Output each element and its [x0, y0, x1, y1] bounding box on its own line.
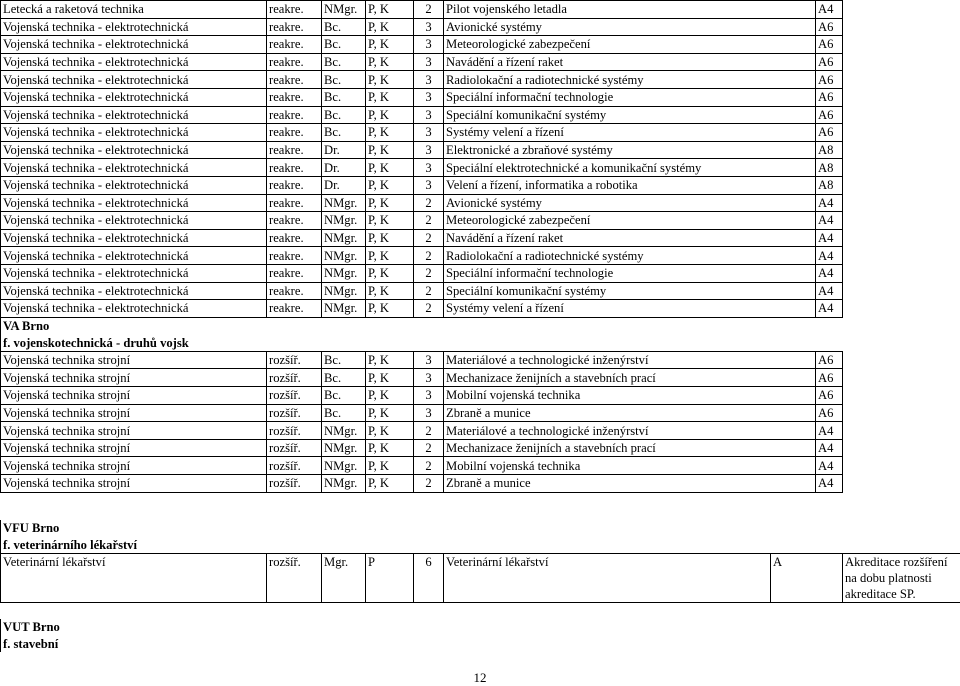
- table-row: [1, 475, 843, 493]
- program-cell: Vojenská technika strojní: [1, 422, 267, 440]
- type-cell: rozšíř.: [267, 351, 322, 369]
- accreditation-cell: A4: [816, 457, 843, 475]
- table-row: [1, 247, 843, 265]
- form-cell: P, K: [366, 387, 414, 405]
- accreditation-cell: A4: [816, 212, 843, 230]
- field-cell: Mobilní vojenská technika: [444, 387, 816, 405]
- section-row: [1, 636, 267, 653]
- form-cell: P, K: [366, 159, 414, 177]
- field-cell: Radiolokační a radiotechnické systémy: [444, 71, 816, 89]
- field-cell: Mechanizace ženijních a stavebních prací: [444, 369, 816, 387]
- table-row: [1, 53, 843, 71]
- faculty-heading: f. veterinárního lékařství: [1, 537, 960, 554]
- table-row: [1, 18, 843, 36]
- school-heading: VUT Brno: [1, 619, 267, 636]
- degree-cell: NMgr.: [322, 422, 366, 440]
- field-cell: Meteorologické zabezpečení: [444, 36, 816, 54]
- program-cell: Vojenská technika - elektrotechnická: [1, 53, 267, 71]
- degree-cell: Bc.: [322, 88, 366, 106]
- accreditation-cell: A6: [816, 36, 843, 54]
- type-cell: reakre.: [267, 282, 322, 300]
- length-cell: 3: [414, 404, 444, 422]
- program-cell: Vojenská technika - elektrotechnická: [1, 88, 267, 106]
- type-cell: reakre.: [267, 36, 322, 54]
- program-cell: Vojenská technika strojní: [1, 404, 267, 422]
- field-cell: Mobilní vojenská technika: [444, 457, 816, 475]
- type-cell: reakre.: [267, 264, 322, 282]
- field-cell: Speciální informační technologie: [444, 264, 816, 282]
- section-row: [1, 334, 843, 351]
- accreditation-cell: A6: [816, 88, 843, 106]
- form-cell: P, K: [366, 194, 414, 212]
- type-cell: reakre.: [267, 1, 322, 19]
- length-cell: 3: [414, 71, 444, 89]
- form-cell: P, K: [366, 36, 414, 54]
- length-cell: 3: [414, 387, 444, 405]
- type-cell: rozšíř.: [267, 369, 322, 387]
- field-cell: Materiálové a technologické inženýrství: [444, 422, 816, 440]
- degree-cell: Dr.: [322, 159, 366, 177]
- form-cell: P, K: [366, 300, 414, 318]
- form-cell: P, K: [366, 106, 414, 124]
- accreditation-cell: A6: [816, 351, 843, 369]
- length-cell: 3: [414, 351, 444, 369]
- degree-cell: Dr.: [322, 141, 366, 159]
- table-row: [1, 1, 843, 19]
- table-row: [1, 176, 843, 194]
- degree-cell: NMgr.: [322, 300, 366, 318]
- field-cell: Systémy velení a řízení: [444, 300, 816, 318]
- accreditation-cell: A6: [816, 53, 843, 71]
- degree-cell: Bc.: [322, 124, 366, 142]
- table-row: [1, 282, 843, 300]
- program-cell: Vojenská technika - elektrotechnická: [1, 106, 267, 124]
- program-cell: Vojenská technika - elektrotechnická: [1, 124, 267, 142]
- accreditation-cell: A6: [816, 18, 843, 36]
- form-cell: P: [366, 554, 414, 603]
- form-cell: P, K: [366, 18, 414, 36]
- accreditation-cell: A6: [816, 71, 843, 89]
- table-row: [1, 229, 843, 247]
- degree-cell: Bc.: [322, 404, 366, 422]
- form-cell: P, K: [366, 53, 414, 71]
- form-cell: P, K: [366, 475, 414, 493]
- field-cell: Zbraně a munice: [444, 404, 816, 422]
- accreditation-cell: A4: [816, 422, 843, 440]
- accreditation-cell: A: [771, 554, 843, 603]
- section-row: [1, 537, 960, 554]
- length-cell: 3: [414, 36, 444, 54]
- form-cell: P, K: [366, 124, 414, 142]
- section-row: [1, 317, 843, 334]
- field-cell: Avionické systémy: [444, 194, 816, 212]
- accreditation-cell: A6: [816, 369, 843, 387]
- length-cell: 2: [414, 194, 444, 212]
- length-cell: 3: [414, 88, 444, 106]
- type-cell: reakre.: [267, 300, 322, 318]
- table-row: [1, 124, 843, 142]
- accreditation-cell: A4: [816, 300, 843, 318]
- form-cell: P, K: [366, 229, 414, 247]
- type-cell: reakre.: [267, 53, 322, 71]
- field-cell: Elektronické a zbraňové systémy: [444, 141, 816, 159]
- type-cell: reakre.: [267, 124, 322, 142]
- program-cell: Vojenská technika - elektrotechnická: [1, 264, 267, 282]
- length-cell: 2: [414, 264, 444, 282]
- field-cell: Navádění a řízení raket: [444, 53, 816, 71]
- type-cell: rozšíř.: [267, 457, 322, 475]
- degree-cell: Bc.: [322, 18, 366, 36]
- type-cell: rozšíř.: [267, 475, 322, 493]
- program-cell: Vojenská technika strojní: [1, 439, 267, 457]
- accreditation-table-vut: [0, 619, 266, 652]
- degree-cell: NMgr.: [322, 439, 366, 457]
- field-cell: Mechanizace ženijních a stavebních prací: [444, 439, 816, 457]
- program-cell: Vojenská technika - elektrotechnická: [1, 300, 267, 318]
- accreditation-cell: A6: [816, 387, 843, 405]
- length-cell: 3: [414, 106, 444, 124]
- accreditation-cell: A6: [816, 106, 843, 124]
- degree-cell: Bc.: [322, 369, 366, 387]
- page-number: 12: [0, 670, 960, 686]
- length-cell: 6: [414, 554, 444, 603]
- degree-cell: Mgr.: [322, 554, 366, 603]
- form-cell: P, K: [366, 264, 414, 282]
- program-cell: Vojenská technika - elektrotechnická: [1, 176, 267, 194]
- form-cell: P, K: [366, 369, 414, 387]
- degree-cell: Bc.: [322, 106, 366, 124]
- field-cell: Speciální komunikační systémy: [444, 282, 816, 300]
- type-cell: reakre.: [267, 212, 322, 230]
- length-cell: 3: [414, 159, 444, 177]
- degree-cell: NMgr.: [322, 212, 366, 230]
- program-cell: Vojenská technika - elektrotechnická: [1, 159, 267, 177]
- degree-cell: Dr.: [322, 176, 366, 194]
- length-cell: 3: [414, 176, 444, 194]
- program-cell: Vojenská technika strojní: [1, 387, 267, 405]
- accreditation-cell: A4: [816, 282, 843, 300]
- degree-cell: Bc.: [322, 71, 366, 89]
- type-cell: rozšíř.: [267, 439, 322, 457]
- degree-cell: NMgr.: [322, 194, 366, 212]
- table-row: [1, 387, 843, 405]
- table-row: [1, 422, 843, 440]
- form-cell: P, K: [366, 88, 414, 106]
- faculty-heading: f. stavební: [1, 636, 267, 653]
- type-cell: reakre.: [267, 141, 322, 159]
- type-cell: rozšíř.: [267, 422, 322, 440]
- table-row: [1, 404, 843, 422]
- field-cell: Speciální informační technologie: [444, 88, 816, 106]
- field-cell: Speciální komunikační systémy: [444, 106, 816, 124]
- field-cell: Velení a řízení, informatika a robotika: [444, 176, 816, 194]
- program-cell: Vojenská technika - elektrotechnická: [1, 247, 267, 265]
- program-cell: Vojenská technika - elektrotechnická: [1, 141, 267, 159]
- table-row: [1, 300, 843, 318]
- degree-cell: NMgr.: [322, 1, 366, 19]
- table-row: [1, 36, 843, 54]
- accreditation-cell: A4: [816, 475, 843, 493]
- program-cell: Letecká a raketová technika: [1, 1, 267, 19]
- form-cell: P, K: [366, 457, 414, 475]
- field-cell: Veterinární lékařství: [444, 554, 771, 603]
- program-cell: Vojenská technika strojní: [1, 475, 267, 493]
- accreditation-cell: A4: [816, 194, 843, 212]
- form-cell: P, K: [366, 404, 414, 422]
- length-cell: 3: [414, 18, 444, 36]
- accreditation-cell: A4: [816, 229, 843, 247]
- degree-cell: Bc.: [322, 387, 366, 405]
- table-row: [1, 369, 843, 387]
- table-row: [1, 106, 843, 124]
- form-cell: P, K: [366, 247, 414, 265]
- degree-cell: Bc.: [322, 351, 366, 369]
- accreditation-cell: A4: [816, 439, 843, 457]
- accreditation-cell: A6: [816, 404, 843, 422]
- program-cell: Vojenská technika - elektrotechnická: [1, 229, 267, 247]
- degree-cell: NMgr.: [322, 247, 366, 265]
- form-cell: P, K: [366, 71, 414, 89]
- table-row: [1, 264, 843, 282]
- field-cell: Radiolokační a radiotechnické systémy: [444, 247, 816, 265]
- field-cell: Avionické systémy: [444, 18, 816, 36]
- type-cell: reakre.: [267, 88, 322, 106]
- form-cell: P, K: [366, 1, 414, 19]
- accreditation-cell: A8: [816, 176, 843, 194]
- form-cell: P, K: [366, 141, 414, 159]
- degree-cell: Bc.: [322, 53, 366, 71]
- form-cell: P, K: [366, 176, 414, 194]
- field-cell: Meteorologické zabezpečení: [444, 212, 816, 230]
- program-cell: Vojenská technika - elektrotechnická: [1, 194, 267, 212]
- length-cell: 2: [414, 457, 444, 475]
- degree-cell: NMgr.: [322, 264, 366, 282]
- accreditation-cell: A4: [816, 1, 843, 19]
- accreditation-cell: A4: [816, 264, 843, 282]
- type-cell: reakre.: [267, 71, 322, 89]
- type-cell: rozšíř.: [267, 404, 322, 422]
- degree-cell: Bc.: [322, 36, 366, 54]
- program-cell: Vojenská technika - elektrotechnická: [1, 212, 267, 230]
- table-row: [1, 71, 843, 89]
- length-cell: 3: [414, 53, 444, 71]
- form-cell: P, K: [366, 351, 414, 369]
- program-cell: Vojenská technika strojní: [1, 457, 267, 475]
- length-cell: 3: [414, 369, 444, 387]
- degree-cell: NMgr.: [322, 282, 366, 300]
- table-row: [1, 439, 843, 457]
- type-cell: reakre.: [267, 247, 322, 265]
- program-cell: Vojenská technika - elektrotechnická: [1, 71, 267, 89]
- field-cell: Pilot vojenského letadla: [444, 1, 816, 19]
- accreditation-table-vfu: [0, 520, 960, 603]
- type-cell: reakre.: [267, 194, 322, 212]
- length-cell: 2: [414, 1, 444, 19]
- form-cell: P, K: [366, 212, 414, 230]
- accreditation-cell: A8: [816, 141, 843, 159]
- field-cell: Systémy velení a řízení: [444, 124, 816, 142]
- length-cell: 2: [414, 247, 444, 265]
- accreditation-cell: A4: [816, 247, 843, 265]
- length-cell: 3: [414, 141, 444, 159]
- table-row: [1, 159, 843, 177]
- type-cell: rozšíř.: [267, 554, 322, 603]
- degree-cell: NMgr.: [322, 457, 366, 475]
- type-cell: reakre.: [267, 106, 322, 124]
- length-cell: 2: [414, 300, 444, 318]
- table-row: [1, 212, 843, 230]
- table-row: [1, 194, 843, 212]
- program-cell: Vojenská technika strojní: [1, 351, 267, 369]
- length-cell: 2: [414, 475, 444, 493]
- section-row: [1, 520, 960, 537]
- table-row: [1, 457, 843, 475]
- table-body: [1, 1, 843, 493]
- program-cell: Vojenská technika - elektrotechnická: [1, 282, 267, 300]
- accreditation-cell: A6: [816, 124, 843, 142]
- note-cell: Akreditace rozšíření na dobu platnosti akreditace SP.: [843, 554, 960, 603]
- type-cell: reakre.: [267, 159, 322, 177]
- faculty-heading: f. vojenskotechnická - druhů vojsk: [1, 334, 843, 351]
- degree-cell: NMgr.: [322, 229, 366, 247]
- accreditation-cell: A8: [816, 159, 843, 177]
- table-row: [1, 88, 843, 106]
- field-cell: Zbraně a munice: [444, 475, 816, 493]
- type-cell: rozšíř.: [267, 387, 322, 405]
- type-cell: reakre.: [267, 18, 322, 36]
- length-cell: 2: [414, 282, 444, 300]
- length-cell: 2: [414, 212, 444, 230]
- field-cell: Speciální elektrotechnické a komunikační systémy: [444, 159, 816, 177]
- field-cell: Navádění a řízení raket: [444, 229, 816, 247]
- form-cell: P, K: [366, 282, 414, 300]
- table-row: [1, 554, 960, 603]
- program-cell: Vojenská technika - elektrotechnická: [1, 36, 267, 54]
- length-cell: 2: [414, 439, 444, 457]
- length-cell: 2: [414, 229, 444, 247]
- length-cell: 3: [414, 124, 444, 142]
- school-heading: VFU Brno: [1, 520, 960, 537]
- type-cell: reakre.: [267, 176, 322, 194]
- type-cell: reakre.: [267, 229, 322, 247]
- school-heading: VA Brno: [1, 317, 843, 334]
- program-cell: Vojenská technika strojní: [1, 369, 267, 387]
- form-cell: P, K: [366, 422, 414, 440]
- table-row: [1, 141, 843, 159]
- program-cell: Vojenská technika - elektrotechnická: [1, 18, 267, 36]
- table-row: [1, 351, 843, 369]
- length-cell: 2: [414, 422, 444, 440]
- section-row: [1, 619, 267, 636]
- degree-cell: NMgr.: [322, 475, 366, 493]
- form-cell: P, K: [366, 439, 414, 457]
- field-cell: Materiálové a technologické inženýrství: [444, 351, 816, 369]
- program-cell: Veterinární lékařství: [1, 554, 267, 603]
